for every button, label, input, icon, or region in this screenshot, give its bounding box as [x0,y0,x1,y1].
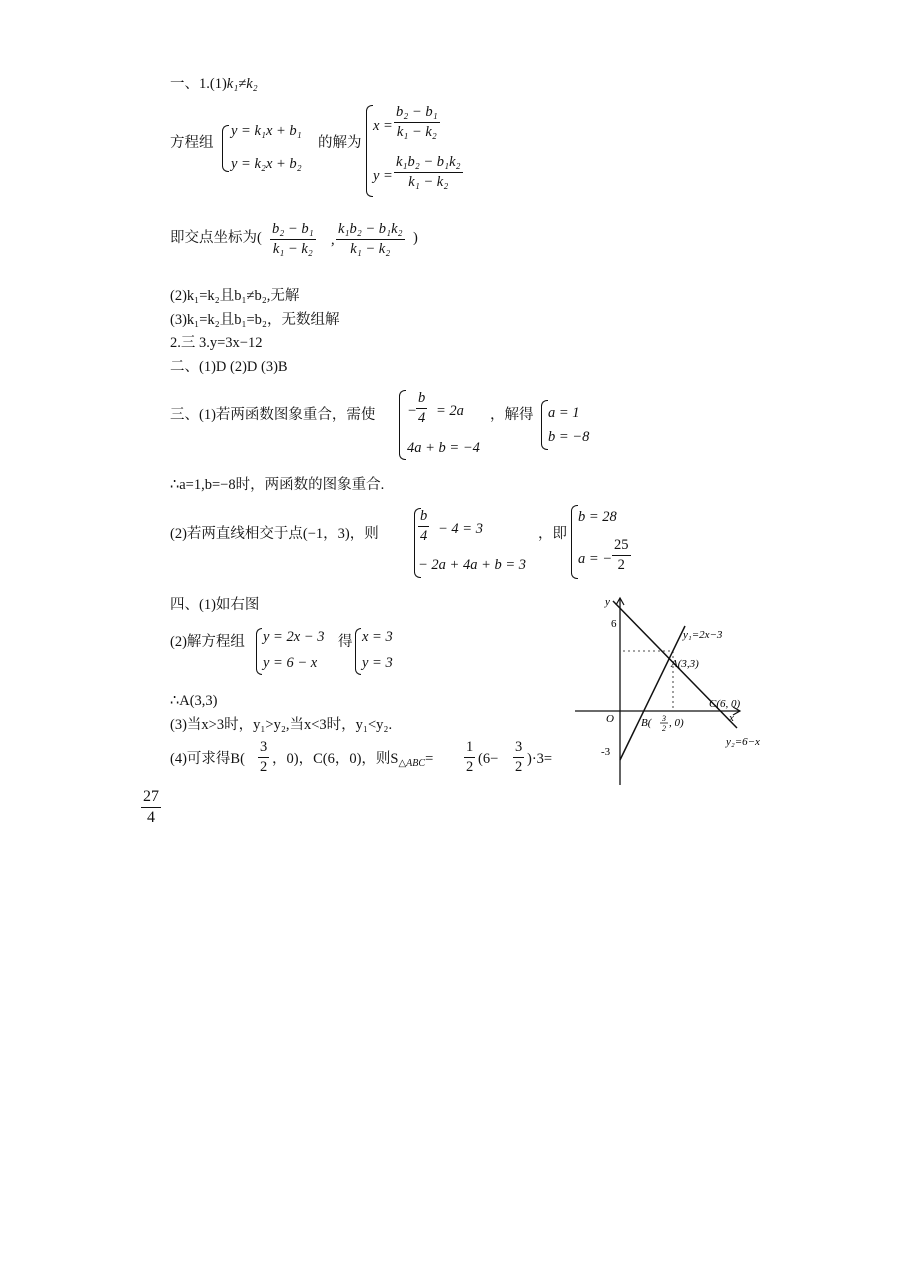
s3-p2-mid: ，即 [538,526,567,542]
fraction-bar [141,807,161,808]
s4-result-fraction [141,789,161,826]
s3-p2-sol2-fraction [612,538,631,572]
origin-label: O [606,713,614,725]
tick-6: 6 [611,618,617,630]
coordinate-graph [565,590,780,790]
s4-line2-sol2: y = 3 [362,655,393,671]
point-b-num: 3 [662,714,666,723]
s4-f-num: 3 [515,739,523,755]
s1-system-eq2: y = k₂x + b₂ [231,156,302,172]
s4-line1: 四、(1)如右图 [170,597,260,613]
fraction-bar [258,757,269,758]
s1-line4: 2.三 3.y=3x−12 [170,335,263,351]
s3-p1-eq1-num: b [418,390,426,406]
s4-sol-brace [355,628,361,675]
s1-line1 [170,77,258,92]
s3-p2-eq2: − 2a + 4a + b = 3 [418,557,527,573]
s3-p1-mid: ，解得 [490,407,534,423]
fraction-bar [612,555,631,556]
s1-y-den: k₁ − k₂ [408,173,449,190]
fraction-bar [270,239,316,240]
s1-coord-y [336,222,405,256]
s1-system-brace [222,125,229,172]
fraction-bar [513,757,524,758]
s4-line2-sol1: x = 3 [362,629,393,645]
s3-p1-conclusion: ∴a=1,b=−8时，两函数的图象重合. [170,477,385,493]
s1-coord-y-den: k₁ − k₂ [350,240,391,257]
s1-solution-brace [366,105,373,197]
s3-p2-sol2-num: 25 [614,537,629,553]
x-axis-label: x [729,712,734,724]
s4-f-fraction [513,740,524,774]
fraction-bar [418,526,429,527]
s3-p1-sol2: b = −8 [548,429,590,445]
s1-coord-x-den: k₁ − k₂ [272,240,313,257]
s3-p2-sol1: b = 28 [578,509,617,525]
s4-result-den: 4 [147,809,155,826]
point-c-label: C(6, 0) [709,698,741,710]
s1-coord-close: ) [413,230,418,246]
s3-p2-sol2-lhs: a = − [578,551,613,567]
s3-p2-eq1-den: 4 [420,527,428,544]
s3-p1-brace [399,390,406,460]
point-b-den: 2 [662,724,666,733]
line1-label: y₁=2x−3 [683,629,723,641]
s4-line4: (3)当x>3时，y₁>y₂,当x<3时，y₁<y₂. [170,717,393,733]
s3-p1-eq1-fraction [416,391,427,425]
s1-coord-label: 即交点坐标为( [170,230,262,246]
s4-line5-eq: = [425,751,434,767]
s1-x-den: k₁ − k₂ [396,123,437,140]
s1-coord-x-num: b₂ − b₁ [272,221,314,237]
fraction-bar [416,408,427,409]
s3-p1-sol-brace [541,400,548,450]
s4-half-num: 1 [466,739,474,755]
s1-y-lhs: y = [373,168,393,184]
s3-p2-label: (2)若两直线相交于点(−1，3)，则 [170,526,379,542]
s1-system-eq1: y = k₁x + b₁ [231,123,302,139]
s4-half-den: 2 [466,758,474,775]
s1-x-num: b₂ − b₁ [396,104,438,120]
s1-y-fraction [394,155,463,189]
s4-b-fraction [258,740,269,774]
s1-coord-y-num: k₁b₂ − b₁k₂ [338,221,403,237]
s4-line5-label: (4)可求得B( [170,751,245,767]
s4-half-fraction [464,740,475,774]
s3-p1-label: 三、(1)若两函数图象重合，需使 [170,407,376,423]
point-b-label: B( [641,717,652,729]
s1-x-lhs: x = [373,118,393,134]
s3-p2-eq1-fraction [418,509,429,543]
s3-p1-eq1-den: 4 [418,409,426,426]
line2-label: y₂=6−x [726,736,760,748]
s4-line2-mid: 得 [338,634,353,650]
s4-line5-text: ，0)，C(6，0)，则S [272,751,399,767]
fraction-bar [394,122,440,123]
fraction-bar [336,239,405,240]
s3-p1-eq1-minus: − [407,403,417,419]
s4-line2-eq2: y = 6 − x [263,655,318,671]
s3-p2-eq1-num: b [420,508,428,524]
s1-line3: (3)k₁=k₂且b₁=b₂，无数组解 [170,312,340,328]
line-y1 [620,626,685,760]
s3-p1-eq2: 4a + b = −4 [407,440,480,456]
s4-result-num: 27 [143,788,159,805]
s4-tail: )·3= [527,751,553,767]
s3-p1-eq1-rhs: = 2a [436,403,464,419]
y-axis-label: y [605,596,610,608]
s4-system-brace [256,628,262,675]
fraction-bar [464,757,475,758]
s3-p2-sol-brace [571,505,578,579]
s1-line1-expr: k₁≠k₂ [226,76,258,92]
s4-b-den: 2 [260,758,268,775]
s4-paren: (6− [478,751,499,767]
s4-line2-label: (2)解方程组 [170,634,245,650]
tick-neg3: -3 [601,746,611,758]
s1-coord-comma: , [331,232,335,248]
s2-line: 二、(1)D (2)D (3)B [170,359,288,375]
s1-system-label: 方程组 [170,135,214,151]
s4-line2-eq1: y = 2x − 3 [263,629,325,645]
s1-line2: (2)k₁=k₂且b₁≠b₂,无解 [170,288,300,304]
s4-area-subscript: △ABC [398,758,426,769]
s1-coord-x [270,222,316,256]
s1-line1-prefix: 一、1.(1) [170,76,227,92]
s4-b-num: 3 [260,739,268,755]
s3-p2-eq1-rhs: − 4 = 3 [438,521,483,537]
fraction-bar [394,172,463,173]
s3-p1-sol1: a = 1 [548,405,580,421]
s4-line3: ∴A(3,3) [170,693,218,709]
s4-f-den: 2 [515,758,523,775]
s3-p2-sol2-den: 2 [617,556,625,573]
s4-line5-after-b [272,752,433,769]
s1-x-fraction [394,105,440,139]
s1-y-num: k₁b₂ − b₁k₂ [396,154,461,170]
s1-solution-label: 的解为 [318,135,362,151]
point-b-post: , 0) [669,717,684,729]
point-a-label: A(3,3) [671,658,699,670]
